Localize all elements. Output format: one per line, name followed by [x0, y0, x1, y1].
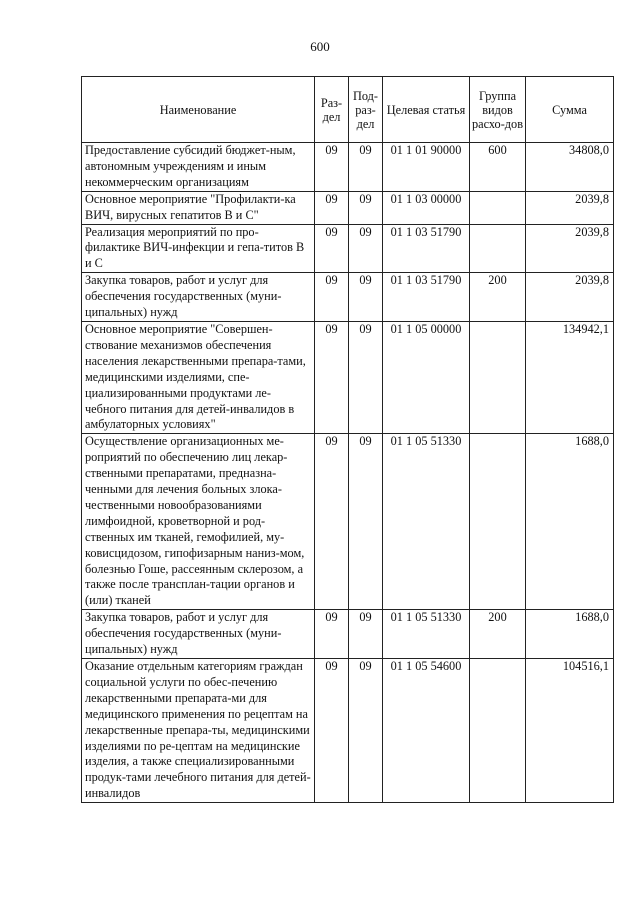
row-section: 09 [315, 321, 349, 433]
row-section: 09 [315, 610, 349, 659]
header-name: Наименование [82, 77, 315, 143]
table-row [82, 321, 614, 433]
table-row [82, 143, 614, 192]
header-amount: Сумма [526, 77, 614, 143]
row-subsection: 09 [349, 191, 383, 224]
row-subsection: 09 [349, 143, 383, 192]
row-amount: 1688,0 [526, 434, 614, 610]
header-expense-group: Группа видов расхо-дов [470, 77, 526, 143]
row-amount: 34808,0 [526, 143, 614, 192]
row-section: 09 [315, 191, 349, 224]
row-name: Закупка товаров, работ и услуг для обеспечения государственных (муни-ципальных) нужд [82, 273, 315, 322]
row-section: 09 [315, 224, 349, 273]
row-target-article: 01 1 05 00000 [383, 321, 470, 433]
row-amount: 134942,1 [526, 321, 614, 433]
row-expense-group [470, 659, 526, 803]
row-section: 09 [315, 143, 349, 192]
header-subsection: Под-раз-дел [349, 77, 383, 143]
row-subsection: 09 [349, 224, 383, 273]
row-target-article: 01 1 05 51330 [383, 610, 470, 659]
row-subsection: 09 [349, 610, 383, 659]
budget-table [81, 76, 614, 803]
row-name: Предоставление субсидий бюджет-ным, автономным учреждениям и иным некоммерческим организациям [82, 143, 315, 192]
row-subsection: 09 [349, 434, 383, 610]
row-name: Основное мероприятие "Профилакти-ка ВИЧ, вирусных гепатитов В и С" [82, 191, 315, 224]
table-header-row [82, 77, 614, 143]
row-section: 09 [315, 659, 349, 803]
row-amount: 2039,8 [526, 273, 614, 322]
row-expense-group [470, 434, 526, 610]
row-target-article: 01 1 03 51790 [383, 224, 470, 273]
row-amount: 2039,8 [526, 224, 614, 273]
row-subsection: 09 [349, 273, 383, 322]
page-number: 600 [310, 39, 330, 54]
row-expense-group [470, 321, 526, 433]
row-subsection: 09 [349, 659, 383, 803]
header-section: Раз-дел [315, 77, 349, 143]
row-target-article: 01 1 03 00000 [383, 191, 470, 224]
row-expense-group: 200 [470, 610, 526, 659]
row-name: Закупка товаров, работ и услуг для обеспечения государственных (муни-ципальных) нужд [82, 610, 315, 659]
row-target-article: 01 1 01 90000 [383, 143, 470, 192]
table-row [82, 191, 614, 224]
row-name: Основное мероприятие "Совершен-ствование механизмов обеспечения населения лекарственными препара-тами, медицинскими изделиями, спе-циализированными продуктами ле-чебного питания для детей-инвалидов в амбулаторных условиях" [82, 321, 315, 433]
row-name: Реализация мероприятий по про-филактике ВИЧ-инфекции и гепа-титов В и С [82, 224, 315, 273]
row-name: Оказание отдельным категориям граждан социальной услуги по обес-печению лекарственными препарата-ми для медицинского применения по рецептам на лекарственные препара-ты, медицинскими изделиями по ре-цептам на медицинские изделия, а также специализированными продук-тами лечебного питания для детей-инвалидов [82, 659, 315, 803]
row-section: 09 [315, 273, 349, 322]
table-row [82, 434, 614, 610]
row-target-article: 01 1 03 51790 [383, 273, 470, 322]
header-target-article: Целевая статья [383, 77, 470, 143]
row-expense-group [470, 191, 526, 224]
table-row [82, 659, 614, 803]
row-subsection: 09 [349, 321, 383, 433]
row-amount: 2039,8 [526, 191, 614, 224]
row-expense-group: 200 [470, 273, 526, 322]
table-row [82, 610, 614, 659]
row-name: Осуществление организационных ме-роприятий по обеспечению лиц лекар-ственными препаратами, предназна-ченными для лечения больных злока-чественными новообразованиями лимфоидной, кроветворной и род-ственных им тканей, гемофилией, му-ковисцидозом, гипофизарным наниз-мом, болезнью Гоше, рассеянным склерозом, а также после трансплан-тации органов и (или) тканей [82, 434, 315, 610]
row-amount: 104516,1 [526, 659, 614, 803]
row-target-article: 01 1 05 51330 [383, 434, 470, 610]
row-target-article: 01 1 05 54600 [383, 659, 470, 803]
row-expense-group: 600 [470, 143, 526, 192]
table-row [82, 224, 614, 273]
row-section: 09 [315, 434, 349, 610]
row-amount: 1688,0 [526, 610, 614, 659]
table-row [82, 273, 614, 322]
row-expense-group [470, 224, 526, 273]
